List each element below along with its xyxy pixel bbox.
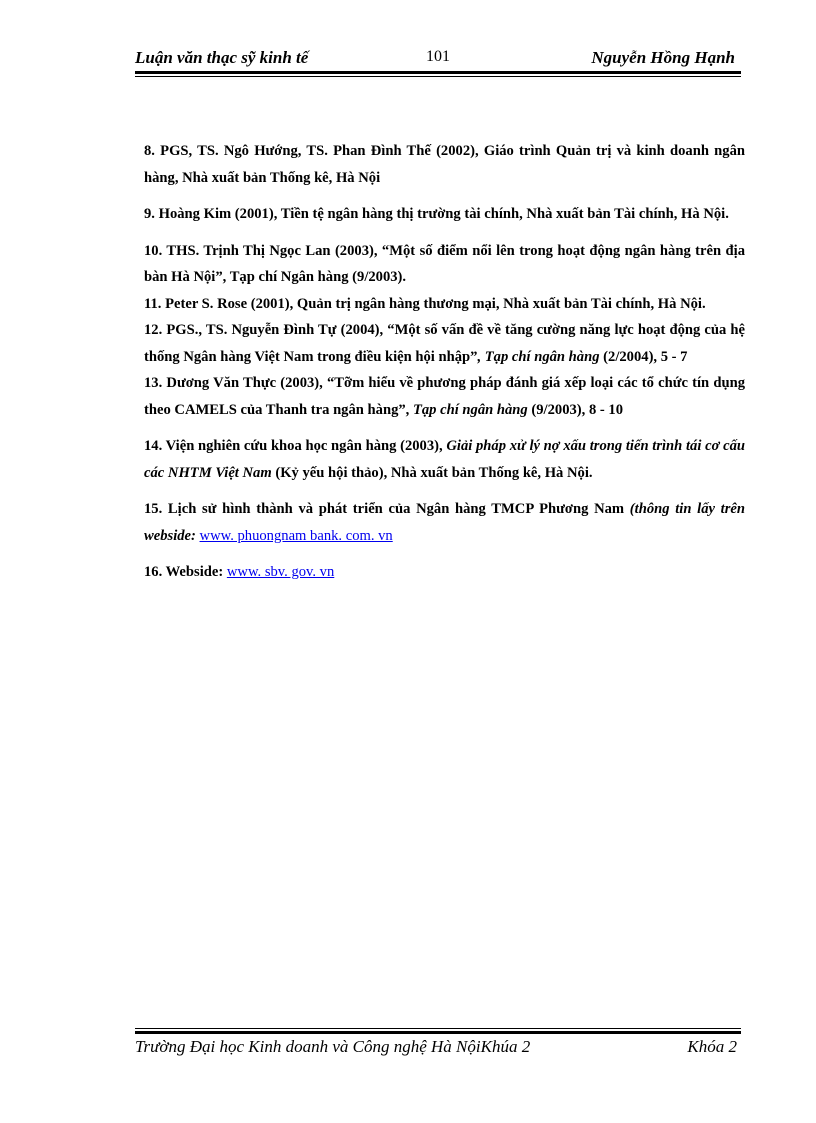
reference-text: 8. PGS, TS. Ngô Hướng, TS. Phan Đình Thế (2002), Giáo trình Quản trị và kinh doanh ngân hàng, Nhà xuất bản Thống kê, Hà Nội [144,143,745,186]
reference-item [144,317,745,370]
footer-institution: Trường Đại học Kinh doanh và Công nghệ Hà NộiKhúa 2 [135,1037,531,1056]
reference-item [144,370,745,423]
reference-list [144,138,745,586]
reference-item [144,238,745,291]
reference-text: 14. Viện nghiên cứu khoa học ngân hàng (2003), [144,438,447,454]
reference-text: 16. Webside: [144,564,227,580]
reference-text: 10. THS. Trịnh Thị Ngọc Lan (2003), “Một số điểm nổi lên trong hoạt động ngân hàng trên địa bàn Hà Nội”, Tạp chí Ngân hàng (9/2003). [144,242,745,285]
header-thesis-title: Luận văn thạc sỹ kinh tế [135,48,309,67]
reference-item [144,433,745,486]
page-header [135,46,741,72]
reference-item [144,291,745,318]
reference-text: 13. Dương Văn Thực (2003), “Tỡm hiểu về phương pháp đánh giá xếp loại các tổ chức tín dụng theo CAMELS của Thanh tra ngân hàng”, [144,375,745,418]
reference-text: (Kỷ yếu hội thảo), Nhà xuất bản Thống kê, Hà Nội. [271,464,593,481]
reference-italic-text: Tạp chí ngân hàng [412,401,528,418]
reference-link[interactable]: www. sbv. gov. vn [226,564,335,580]
header-author: Nguyễn Hồng Hạnh [591,48,735,67]
page-number: 101 [426,48,450,65]
header-rule-thin [135,76,741,77]
page-footer [135,1037,741,1063]
reference-text: 9. Hoàng Kim (2001), Tiền tệ ngân hàng thị trường tài chính, Nhà xuất bản Tài chính, Hà Nội. [144,206,729,222]
footer-rule-thin [135,1028,741,1029]
footer-course: Khóa 2 [687,1037,737,1056]
reference-item [144,201,745,228]
reference-italic-text: , Tạp chí ngân hàng [477,348,600,365]
reference-item [144,138,745,191]
reference-link[interactable]: www. phuongnam bank. com. vn [199,527,393,544]
reference-text: (2/2004), 5 - 7 [599,348,688,365]
header-rule-thick [135,71,741,74]
reference-text: 12. PGS., TS. Nguyễn Đình Tự (2004), “Một số vấn đề về tăng cường năng lực hoạt động của hệ thống Ngân hàng Việt Nam trong điều kiện hội nhập” [144,322,745,365]
reference-italic-text: (thông tin lấy trên webside: [144,501,746,544]
reference-italic-text: Giải pháp xử lý nợ xấu trong tiến trình tái cơ cấu các NHTM Việt Nam [144,438,745,481]
reference-text: 15. Lịch sử hình thành và phát triển của Ngân hàng TMCP Phương Nam [144,501,630,517]
reference-text: (9/2003), 8 - 10 [527,401,623,418]
reference-item [144,559,745,586]
footer-rule-thick [135,1031,741,1034]
reference-item [144,496,745,549]
reference-text: 11. Peter S. Rose (2001), Quản trị ngân hàng thương mại, Nhà xuất bản Tài chính, Hà Nội. [144,295,706,312]
